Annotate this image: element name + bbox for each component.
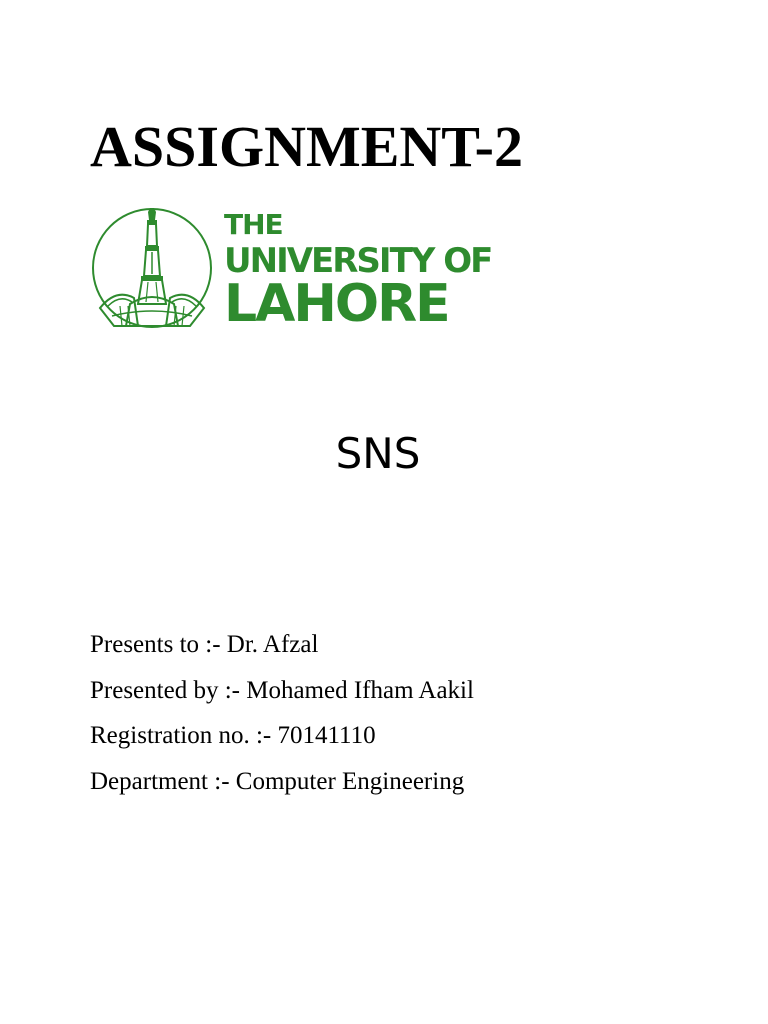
presents-to-line: Presents to :- Dr. Afzal [90, 631, 319, 658]
university-logo [90, 206, 492, 334]
university-name-line-1: THE [224, 208, 283, 241]
department-line: Department :- Computer Engineering [90, 767, 465, 795]
submission-details [90, 622, 474, 804]
registration-number-line: Registration no. :- 70141110 [90, 722, 376, 749]
document-title: ASSIGNMENT-2 [90, 114, 523, 179]
university-name [224, 206, 494, 334]
university-name-line-3: LAHORE [224, 274, 449, 334]
minar-e-pakistan-emblem-icon [90, 206, 214, 330]
subject-title: SNS [335, 429, 421, 478]
university-name-line-2: UNIVERSITY OF [224, 241, 492, 281]
presented-by-line: Presented by :- Mohamed Ifham Aakil [90, 676, 474, 704]
